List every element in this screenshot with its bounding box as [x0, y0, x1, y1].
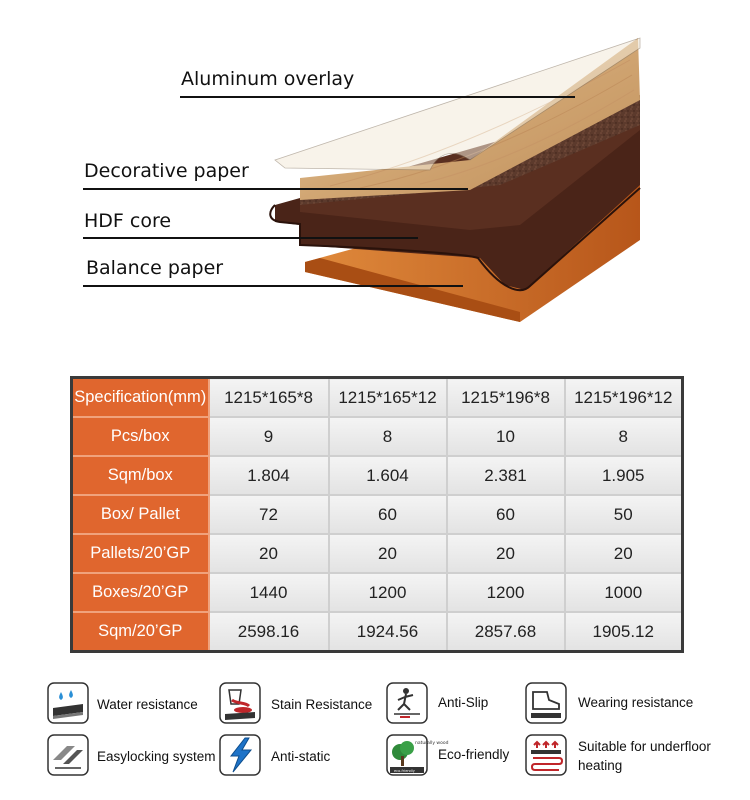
table-row — [72, 417, 683, 456]
lightning-icon — [219, 734, 261, 776]
anti-slip-icon — [386, 682, 428, 724]
table-cell: 1200 — [447, 573, 565, 612]
aluminum-overlay-label: Aluminum overlay — [181, 68, 355, 90]
table-cell: 20 — [209, 534, 329, 573]
table-cell: 1200 — [329, 573, 447, 612]
feature-label: Anti-static — [271, 749, 331, 764]
spec-header-label: Specification(mm) — [72, 378, 209, 418]
column-header: 1215*196*8 — [447, 378, 565, 418]
table-cell: 1440 — [209, 573, 329, 612]
feature-label: Stain Resistance — [271, 697, 373, 712]
hdf-core-label: HDF core — [84, 210, 172, 232]
table-cell: 8 — [329, 417, 447, 456]
row-label: Sqm/box — [72, 456, 209, 495]
table-cell: 1.804 — [209, 456, 329, 495]
svg-text:naturally wood: naturally wood — [415, 741, 449, 746]
row-label: Pcs/box — [72, 417, 209, 456]
svg-text:eco-friendly: eco-friendly — [394, 769, 415, 773]
table-row — [72, 573, 683, 612]
water-drops-icon — [47, 682, 89, 724]
floor-heating-icon — [525, 734, 567, 776]
shoe-wear-icon — [525, 682, 567, 724]
table-cell: 60 — [329, 495, 447, 534]
column-header: 1215*196*12 — [565, 378, 683, 418]
table-cell: 20 — [565, 534, 683, 573]
table-cell: 50 — [565, 495, 683, 534]
column-header: 1215*165*12 — [329, 378, 447, 418]
aluminum-overlay-leader — [180, 96, 575, 98]
click-lock-icon — [47, 734, 89, 776]
balance-paper-leader — [83, 285, 463, 287]
table-cell: 8 — [565, 417, 683, 456]
table-cell: 20 — [329, 534, 447, 573]
row-label: Boxes/20’GP — [72, 573, 209, 612]
flooring-layer-diagram — [0, 0, 750, 350]
table-row — [72, 534, 683, 573]
feature-label: Suitable for underfloor heating — [578, 739, 711, 773]
row-label: Pallets/20’GP — [72, 534, 209, 573]
table-cell: 1.604 — [329, 456, 447, 495]
table-cell: 1924.56 — [329, 612, 447, 652]
column-header: 1215*165*8 — [209, 378, 329, 418]
stain-icon — [219, 682, 261, 724]
feature-label: Eco-friendly — [438, 747, 510, 762]
table-row — [72, 495, 683, 534]
table-cell: 1905.12 — [565, 612, 683, 652]
specification-table — [70, 376, 684, 653]
tree-icon — [386, 734, 449, 776]
row-label: Box/ Pallet — [72, 495, 209, 534]
table-cell: 1.905 — [565, 456, 683, 495]
table-row — [72, 612, 683, 652]
table-cell: 20 — [447, 534, 565, 573]
balance-paper-label: Balance paper — [86, 257, 224, 279]
decorative-paper-leader — [83, 188, 468, 190]
feature-label: Anti-Slip — [438, 695, 489, 710]
table-cell: 2857.68 — [447, 612, 565, 652]
feature-label: Water resistance — [97, 697, 198, 712]
table-cell: 1000 — [565, 573, 683, 612]
table-cell: 72 — [209, 495, 329, 534]
feature-label: Wearing resistance — [578, 695, 694, 710]
table-cell: 2598.16 — [209, 612, 329, 652]
feature-label: Easylocking system — [97, 749, 216, 764]
table-cell: 2.381 — [447, 456, 565, 495]
table-row — [72, 456, 683, 495]
table-header-row — [72, 378, 683, 418]
table-cell: 10 — [447, 417, 565, 456]
row-label: Sqm/20’GP — [72, 612, 209, 652]
table-cell: 9 — [209, 417, 329, 456]
table-cell: 60 — [447, 495, 565, 534]
decorative-paper-label: Decorative paper — [84, 160, 249, 182]
hdf-core-leader — [83, 237, 418, 239]
